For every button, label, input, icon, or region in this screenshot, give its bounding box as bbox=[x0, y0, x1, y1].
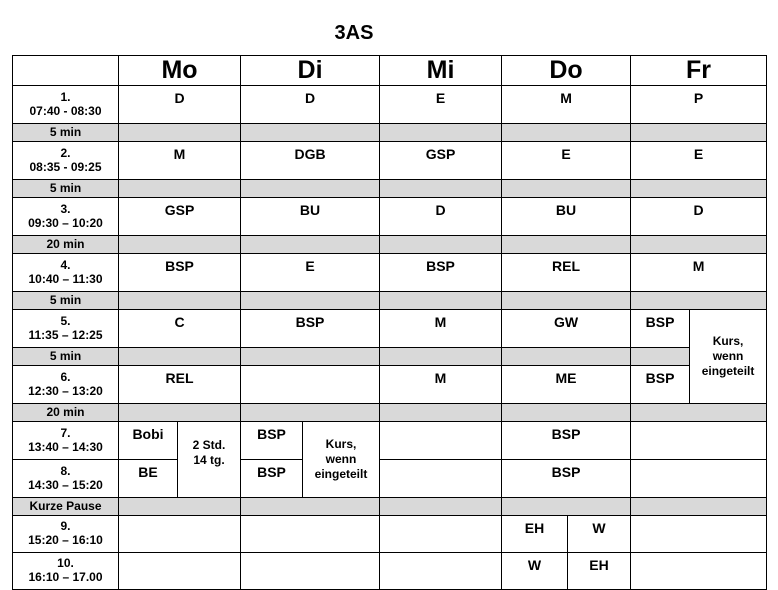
lesson-cell bbox=[119, 553, 241, 590]
lesson-cell bbox=[380, 516, 502, 553]
period-row-7 bbox=[13, 422, 767, 460]
period-hours: 16:10 – 17.00 bbox=[28, 570, 103, 584]
day-header-row bbox=[13, 56, 767, 86]
period-number: 10. bbox=[57, 556, 74, 571]
day-header-mi: Mi bbox=[380, 56, 502, 86]
lesson-cell: M bbox=[380, 366, 502, 404]
di-kurs-note: Kurs, wenn eingeteilt bbox=[303, 422, 380, 498]
lesson-cell: BSP bbox=[241, 460, 303, 498]
day-header-fr: Fr bbox=[631, 56, 767, 86]
period-time bbox=[13, 310, 119, 348]
period-number: 2. bbox=[60, 145, 71, 160]
period-hours: 13:40 – 14:30 bbox=[28, 439, 103, 454]
period-row-6 bbox=[13, 366, 767, 404]
timetable bbox=[12, 55, 767, 590]
day-header-do: Do bbox=[502, 56, 631, 86]
lesson-cell: BSP bbox=[502, 460, 631, 498]
break-row bbox=[13, 292, 767, 310]
lesson-cell bbox=[241, 553, 380, 590]
break-row bbox=[13, 404, 767, 422]
lesson-cell: BSP bbox=[241, 422, 303, 460]
period-hours: 09:30 – 10:20 bbox=[28, 215, 103, 230]
lesson-cell: DGB bbox=[241, 142, 380, 180]
fr-kurs-note: Kurs, wenn eingeteilt bbox=[690, 310, 767, 404]
lesson-cell bbox=[631, 422, 767, 460]
lesson-cell: E bbox=[502, 142, 631, 180]
period-number: 3. bbox=[60, 201, 71, 216]
day-header-mo: Mo bbox=[119, 56, 241, 86]
lesson-cell bbox=[631, 516, 767, 553]
lesson-cell: E bbox=[380, 86, 502, 124]
period-hours: 14:30 – 15:20 bbox=[28, 477, 103, 492]
lesson-cell bbox=[241, 516, 380, 553]
period-row-2 bbox=[13, 142, 767, 180]
lesson-cell: REL bbox=[119, 366, 241, 404]
lesson-cell bbox=[631, 460, 767, 498]
break-label: Kurze Pause bbox=[13, 498, 119, 516]
lesson-cell: BSP bbox=[502, 422, 631, 460]
period-number: 4. bbox=[60, 257, 71, 272]
lesson-cell: E bbox=[241, 254, 380, 292]
period-number: 9. bbox=[60, 519, 71, 534]
lesson-cell: M bbox=[119, 142, 241, 180]
break-row bbox=[13, 498, 767, 516]
lesson-cell: D bbox=[631, 198, 767, 236]
lesson-cell: E bbox=[631, 142, 767, 180]
lesson-cell: BSP bbox=[241, 310, 380, 348]
period-row-9 bbox=[13, 516, 767, 553]
period-time bbox=[13, 460, 119, 498]
lesson-cell: GW bbox=[502, 310, 631, 348]
lesson-cell: BU bbox=[241, 198, 380, 236]
lesson-cell bbox=[241, 366, 380, 404]
period-hours: 10:40 – 11:30 bbox=[28, 271, 103, 286]
lesson-cell: Bobi bbox=[119, 422, 178, 460]
break-label: 5 min bbox=[13, 180, 119, 198]
lesson-cell: BSP bbox=[631, 366, 690, 404]
period-number: 8. bbox=[60, 463, 71, 478]
lesson-cell: REL bbox=[502, 254, 631, 292]
break-label: 20 min bbox=[13, 404, 119, 422]
lesson-cell: ME bbox=[502, 366, 631, 404]
period-hours: 12:30 – 13:20 bbox=[28, 383, 103, 398]
period-time bbox=[13, 254, 119, 292]
lesson-cell bbox=[631, 553, 767, 590]
period-number: 5. bbox=[60, 313, 71, 328]
mo-biweekly-note: 2 Std. 14 tg. bbox=[178, 422, 241, 498]
period-row-4 bbox=[13, 254, 767, 292]
lesson-cell bbox=[119, 516, 241, 553]
period-row-3 bbox=[13, 198, 767, 236]
period-row-8 bbox=[13, 460, 767, 498]
lesson-cell: EH bbox=[568, 553, 631, 590]
period-hours: 15:20 – 16:10 bbox=[28, 533, 103, 547]
period-time bbox=[13, 366, 119, 404]
lesson-cell: BE bbox=[119, 460, 178, 498]
lesson-cell: W bbox=[502, 553, 568, 590]
lesson-cell: D bbox=[241, 86, 380, 124]
break-label: 5 min bbox=[13, 124, 119, 142]
period-time bbox=[13, 516, 119, 553]
day-header-di: Di bbox=[241, 56, 380, 86]
lesson-cell: C bbox=[119, 310, 241, 348]
lesson-cell: D bbox=[119, 86, 241, 124]
break-row bbox=[13, 236, 767, 254]
corner-cell bbox=[13, 56, 119, 86]
lesson-cell: BU bbox=[502, 198, 631, 236]
break-label: 5 min bbox=[13, 348, 119, 366]
period-hours: 07:40 - 08:30 bbox=[29, 103, 102, 118]
period-hours: 08:35 - 09:25 bbox=[29, 159, 102, 174]
timetable-title: 3AS bbox=[334, 22, 374, 44]
lesson-cell bbox=[380, 553, 502, 590]
lesson-cell: M bbox=[502, 86, 631, 124]
break-row bbox=[13, 124, 767, 142]
period-number: 6. bbox=[60, 369, 71, 384]
period-number: 1. bbox=[60, 89, 71, 104]
period-time bbox=[13, 198, 119, 236]
break-row bbox=[13, 348, 767, 366]
lesson-cell: BSP bbox=[631, 310, 690, 348]
period-time bbox=[13, 86, 119, 124]
lesson-cell: M bbox=[631, 254, 767, 292]
lesson-cell: W bbox=[568, 516, 631, 553]
lesson-cell: BSP bbox=[119, 254, 241, 292]
period-row-10 bbox=[13, 553, 767, 590]
period-number: 7. bbox=[60, 425, 71, 440]
lesson-cell: GSP bbox=[380, 142, 502, 180]
lesson-cell: D bbox=[380, 198, 502, 236]
period-time bbox=[13, 422, 119, 460]
break-label: 5 min bbox=[13, 292, 119, 310]
lesson-cell: EH bbox=[502, 516, 568, 553]
lesson-cell: BSP bbox=[380, 254, 502, 292]
period-time bbox=[13, 553, 119, 590]
lesson-cell bbox=[380, 460, 502, 498]
period-row-1 bbox=[13, 86, 767, 124]
lesson-cell bbox=[380, 422, 502, 460]
period-hours: 11:35 – 12:25 bbox=[28, 327, 103, 342]
period-row-5 bbox=[13, 310, 767, 348]
break-row bbox=[13, 180, 767, 198]
lesson-cell: GSP bbox=[119, 198, 241, 236]
period-time bbox=[13, 142, 119, 180]
break-label: 20 min bbox=[13, 236, 119, 254]
lesson-cell: P bbox=[631, 86, 767, 124]
lesson-cell: M bbox=[380, 310, 502, 348]
